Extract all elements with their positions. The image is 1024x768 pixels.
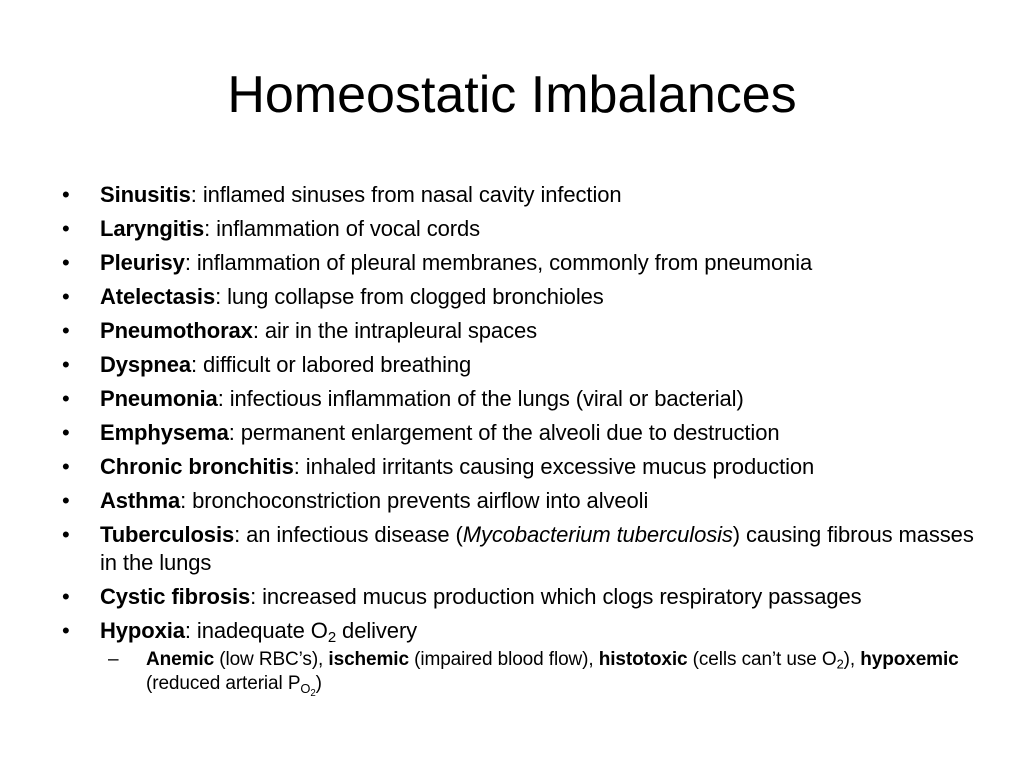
term: Emphysema xyxy=(100,420,229,445)
desc-ischemic: (impaired blood flow), xyxy=(408,649,599,670)
definition: : inflammation of vocal cords xyxy=(204,216,481,241)
subscript-2: 2 xyxy=(310,687,316,699)
term: Chronic bronchitis xyxy=(100,454,294,479)
bullet-icon: • xyxy=(62,420,70,445)
bullet-icon: • xyxy=(62,216,70,241)
term: Asthma xyxy=(100,488,181,513)
bullet-icon: • xyxy=(62,182,70,207)
desc-hypoxemic: (reduced arterial P xyxy=(146,673,301,694)
term-anemic: Anemic xyxy=(146,649,215,670)
term: Tuberculosis xyxy=(100,522,235,547)
list-item xyxy=(62,283,982,311)
definition: : permanent enlargement of the alveoli due to destruction xyxy=(228,420,780,445)
list-item xyxy=(62,487,982,515)
definition: : inadequate O xyxy=(184,618,328,643)
term: Pleurisy xyxy=(100,250,185,275)
bullet-list xyxy=(62,181,982,702)
term-histotoxic: histotoxic xyxy=(598,649,688,670)
desc-histotoxic-close: ), xyxy=(843,649,861,670)
subscript-o-letter: O xyxy=(300,680,311,696)
bullet-icon: • xyxy=(62,488,70,513)
bullet-icon: • xyxy=(62,284,70,309)
bullet-icon: • xyxy=(62,318,70,343)
slide-title: Homeostatic Imbalances xyxy=(227,66,797,124)
list-item xyxy=(62,419,982,447)
list-item-cystic-fibrosis xyxy=(62,583,982,611)
bullet-icon: • xyxy=(62,454,70,479)
subscript: 2 xyxy=(836,656,844,672)
sub-list-item xyxy=(108,648,982,699)
list-item-hypoxia xyxy=(62,617,982,699)
definition-continued: delivery xyxy=(336,618,418,643)
list-item xyxy=(62,351,982,379)
list-item xyxy=(62,453,982,481)
list-item xyxy=(62,181,982,209)
bullet-icon: • xyxy=(62,584,70,609)
list-item-tuberculosis xyxy=(62,521,982,577)
term: Pneumonia xyxy=(100,386,218,411)
term: Laryngitis xyxy=(100,216,205,241)
definition-continued: ) causing fibrous masses in the lungs xyxy=(100,522,974,575)
term-hypoxemic: hypoxemic xyxy=(860,649,959,670)
bullet-icon: • xyxy=(62,386,70,411)
list-item xyxy=(62,249,982,277)
bullet-icon: • xyxy=(62,618,70,643)
bullet-icon: • xyxy=(62,352,70,377)
list-item xyxy=(62,215,982,243)
term: Hypoxia xyxy=(100,618,185,643)
term: Cystic fibrosis xyxy=(100,584,251,609)
list-item xyxy=(62,317,982,345)
definition: : an infectious disease ( xyxy=(234,522,463,547)
definition: : inflamed sinuses from nasal cavity infection xyxy=(190,182,622,207)
subscript: 2 xyxy=(327,629,337,647)
term: Pneumothorax xyxy=(100,318,253,343)
desc-hypoxemic-close: ) xyxy=(315,673,322,694)
term: Dyspnea xyxy=(100,352,192,377)
definition: : increased mucus production which clogs respiratory passages xyxy=(250,584,862,609)
term: Atelectasis xyxy=(100,284,216,309)
bullet-icon: • xyxy=(62,250,70,275)
dash-icon: – xyxy=(108,649,119,670)
hypoxia-sub-list xyxy=(108,648,982,699)
species-name: Mycobacterium tuberculosis xyxy=(462,522,733,547)
term: Sinusitis xyxy=(100,182,191,207)
definition: : inflammation of pleural membranes, commonly from pneumonia xyxy=(184,250,813,275)
subscript-o xyxy=(300,680,316,699)
definition: : inhaled irritants causing excessive mucus production xyxy=(293,454,815,479)
desc-histotoxic: (cells can’t use O xyxy=(687,649,837,670)
definition: : lung collapse from clogged bronchioles xyxy=(215,284,604,309)
definition: : difficult or labored breathing xyxy=(191,352,472,377)
definition: : bronchoconstriction prevents airflow into alveoli xyxy=(180,488,649,513)
definition: : air in the intrapleural spaces xyxy=(252,318,538,343)
term-ischemic: ischemic xyxy=(328,649,409,670)
list-item xyxy=(62,385,982,413)
bullet-icon: • xyxy=(62,522,70,547)
definition: : infectious inflammation of the lungs (viral or bacterial) xyxy=(217,386,744,411)
desc-anemic: (low RBC’s), xyxy=(214,649,329,670)
